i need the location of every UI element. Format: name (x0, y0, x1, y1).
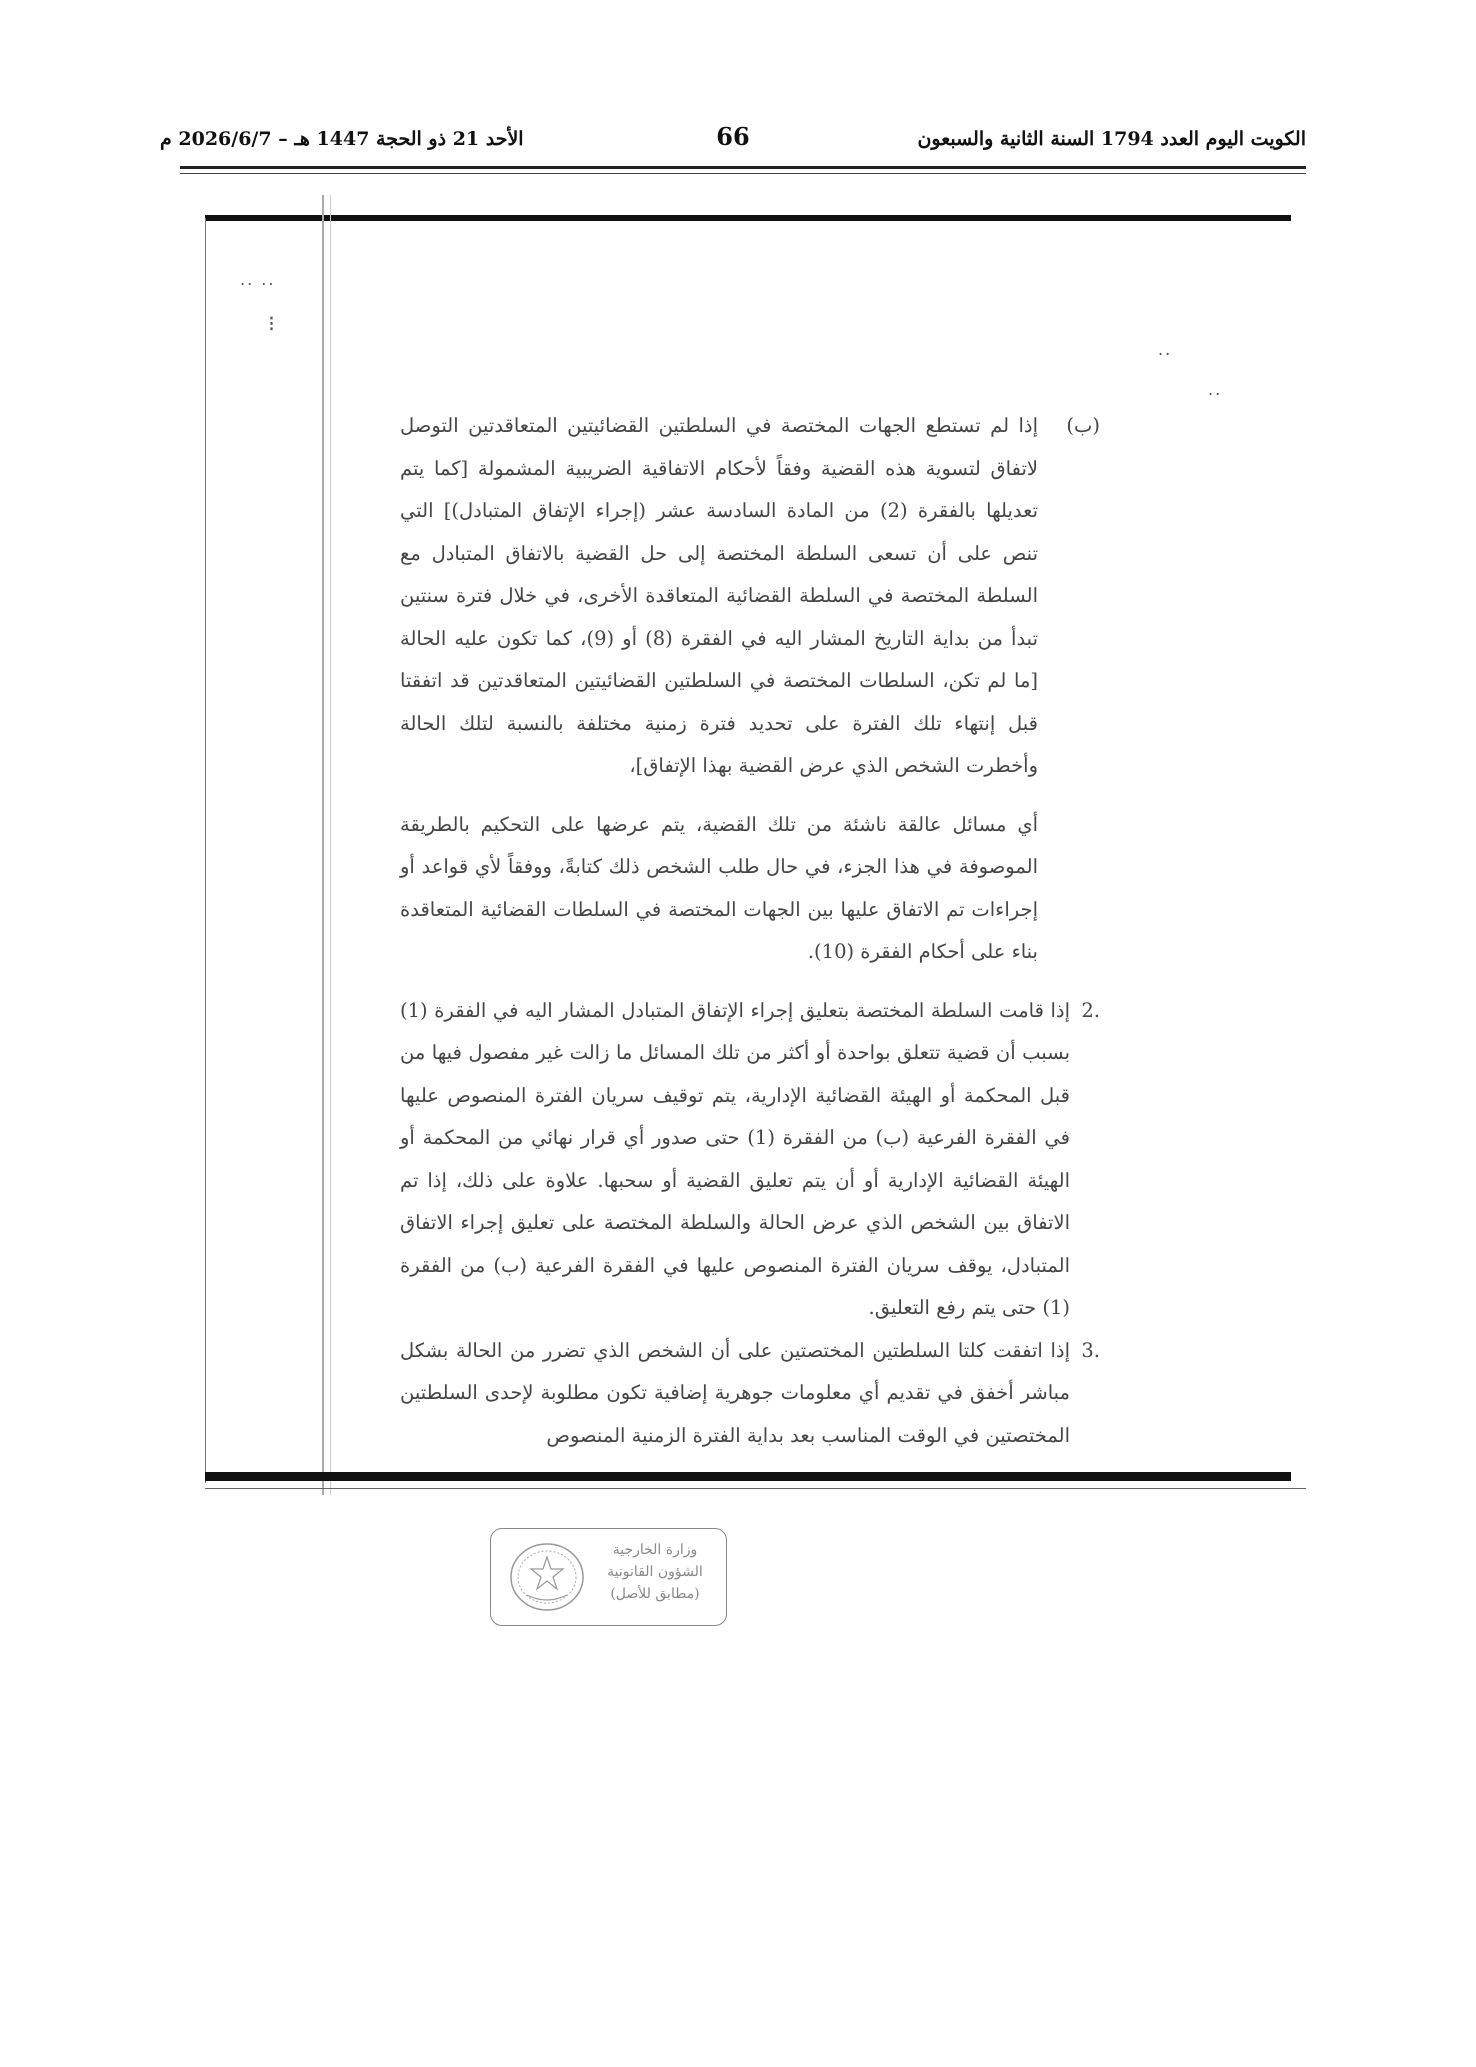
ministry-stamp (490, 1528, 727, 1626)
frame-inner-line (322, 195, 324, 1495)
header-rule (180, 166, 1306, 169)
scan-dots: .. (1158, 340, 1173, 359)
frame-left-border (205, 218, 206, 1483)
stamp-text (596, 1539, 714, 1605)
stamp-line: (مطابق للأصل) (610, 1586, 700, 1602)
document-body (400, 405, 1100, 1457)
gazette-issue: الكويت اليوم العدد 1794 السنة الثانية والسبعون (917, 128, 1306, 150)
paragraph-number: 3. (1081, 1338, 1100, 1362)
paragraph-text: أي مسائل عالقة ناشئة من تلك القضية، يتم عرضها على التحكيم بالطريقة الموصوفة في هذا الجزء، في حال طلب الشخص ذلك كتابةً، ووفقاً لأي قواعد أو إجراءات تم الاتفاق عليها بين الجهات المختصة في السلطات القضائية المتعاقدة بناء على أحكام الفقرة (10). (400, 812, 1038, 963)
frame-inner-line-2 (330, 195, 331, 1495)
emblem-icon (501, 1539, 593, 1615)
scan-dots: .. (1208, 380, 1223, 399)
paragraph-3 (400, 1330, 1100, 1458)
paragraph-text: إذا اتفقت كلتا السلطتين المختصتين على أن الشخص الذي تضرر من الحالة بشكل مباشر أخفق في تقديم أي معلومات جوهرية إضافية تكون مطلوبة لإحدى السلطتين المختصتين في الوقت المناسب بعد بداية الفترة الزمنية المنصوص (400, 1338, 1070, 1447)
paragraph-marker: (ب) (1066, 414, 1100, 437)
paragraph-text: إذا لم تستطع الجهات المختصة في السلطتين القضائيتين المتعاقدتين التوصل لاتفاق لتسوية هذه القضية وفقاً لأحكام الاتفاقية الضريبية المشمولة [كما يتم تعديلها بالفقرة (2) من المادة السادسة عشر (إجراء الإتفاق المتبادل)] التي تنص على أن تسعى السلطة المختصة إلى حل القضية بالاتفاق المتبادل مع السلطة المختصة في السلطة القضائية المتعاقدة الأخرى، في خلال فترة سنتين تبدأ من بداية التاريخ المشار اليه في الفقرة (8) أو (9)، كما تكون عليه الحالة [ما لم تكن، السلطات المختصة في السلطتين القضائيتين المتعاقدتين قد اتفقتا قبل إنتهاء تلك الفترة على تحديد فترة زمنية مختلفة بالنسبة لتلك الحالة وأخطرت الشخص الذي عرض القضية بهذا الإتفاق]، (400, 414, 1039, 777)
scan-dots: .. .. (240, 270, 276, 289)
frame-bottom-rule (205, 1488, 1306, 1489)
paragraph-arbitration (400, 804, 1100, 974)
stamp-line: وزارة الخارجية (612, 1542, 698, 1558)
paragraph-text: إذا قامت السلطة المختصة بتعليق إجراء الإتفاق المتبادل المشار اليه في الفقرة (1) بسبب أن قضية تتعلق بواحدة أو أكثر من تلك المسائل ما زالت غير مفصول فيها من قبل المحكمة أو الهيئة القضائية الإدارية، يتم توقيف سريان الفترة المنصوص عليها في الفقرة الفرعية (ب) من الفقرة (1) حتى صدور أي قرار نهائي من المحكمة أو الهيئة القضائية الإدارية أو أن يتم تعليق القضية أو سحبها. علاوة على ذلك، إذا تم الاتفاق بين الشخص الذي عرض الحالة والسلطة المختصة على تعليق إجراء الاتفاق المتبادل، يوقف سريان الفترة المنصوص عليها في الفقرة الفرعية (ب) من الفقرة (1) حتى يتم رفع التعليق. (400, 998, 1070, 1319)
header-rule-thin (180, 173, 1306, 174)
page-number: 66 (716, 122, 750, 151)
frame-top-border (205, 215, 1291, 221)
issue-date: الأحد 21 ذو الحجة 1447 هـ – 2026/6/7 م (160, 128, 524, 150)
page-header (160, 120, 1306, 160)
paragraph-2 (400, 990, 1100, 1330)
frame-bottom-border (205, 1472, 1291, 1481)
paragraph-number: 2. (1081, 998, 1100, 1022)
paragraph-b (400, 405, 1100, 788)
stamp-line: الشؤون القانونية (607, 1564, 703, 1580)
scan-dots: ⁝ (268, 312, 277, 337)
